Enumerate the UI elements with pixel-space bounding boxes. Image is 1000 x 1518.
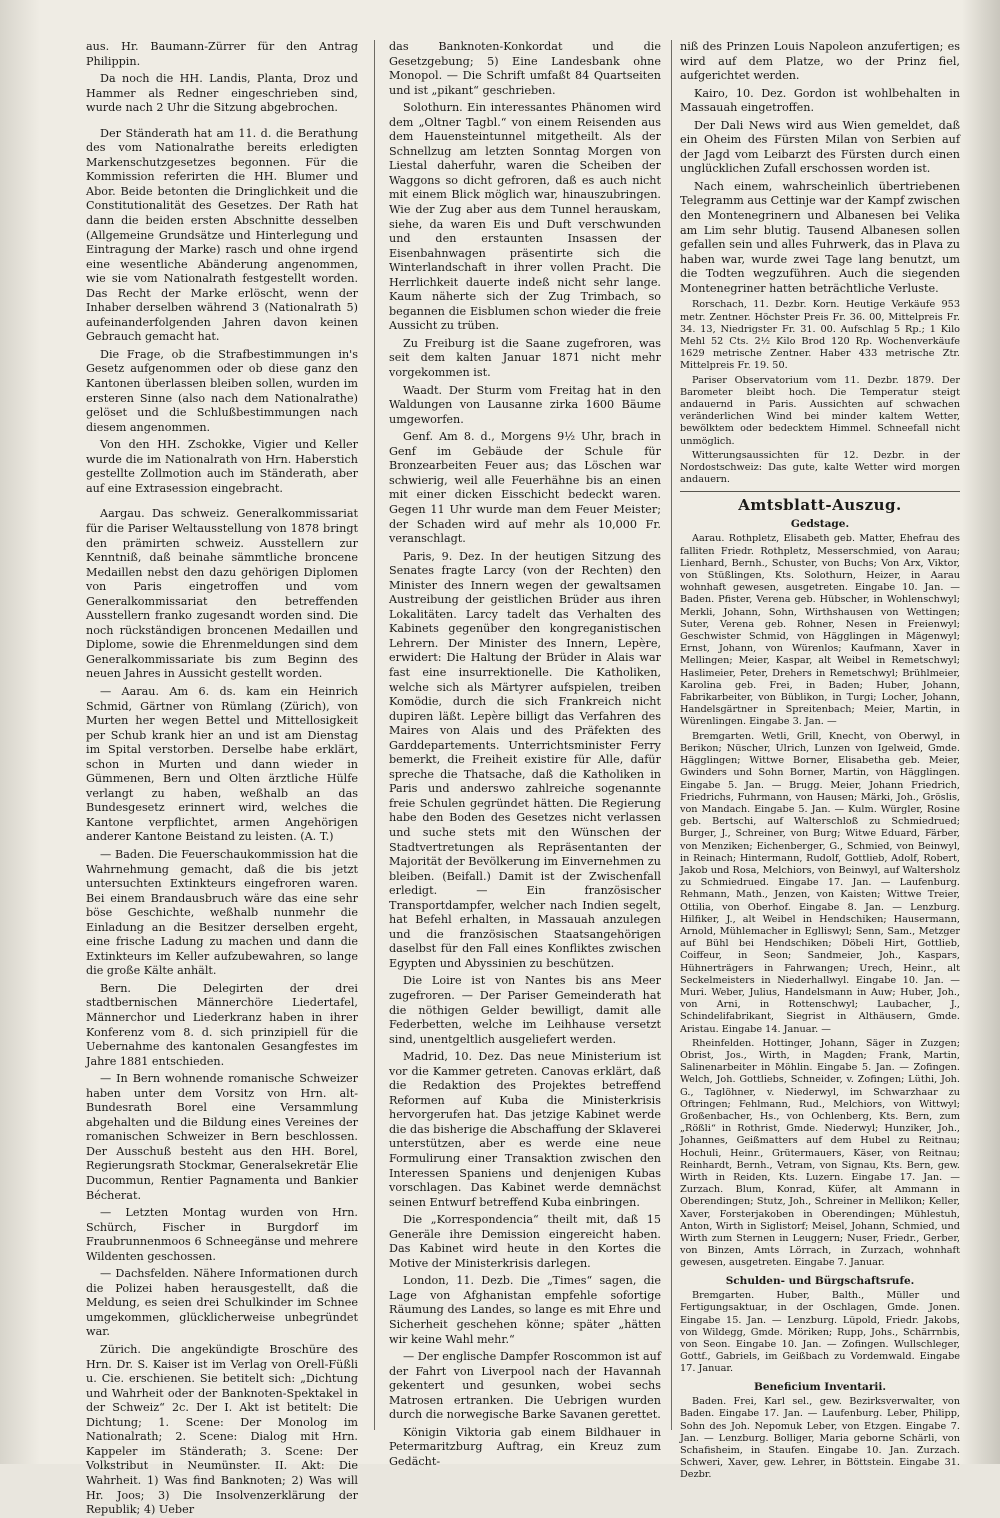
notice-paragraph: Baden. Frei, Karl sel., gew. Bezirksverwalter, von Baden. Eingabe 17. Jan. — Laufenburg. Leber, Philipp, Sohn des Joh. Nepomuk Leber, von Etzgen. Eingabe 7. Jan. — Lenzburg. Bolliger, Maria geborne Schärli, von Schafisheim, in Staufen. Eingabe 10. Jan. Zurzach. Schweri, Xaver, gew. Lehrer, in Böttstein. Eingabe 31. Dezbr.: [680, 1396, 960, 1481]
paragraph: Paris, 9. Dez. In der heutigen Sitzung des Senates fragte Larcy (von der Rechten) den Minister des Innern wegen der gewaltsamen Austreibung der geistlichen Brüder aus ihren Lokalitäten. Larcy tadelt das Verhalten des Kabinets gegenüber den kongreganistischen Lehrern. Der Minister des Innern, Lepère, erwidert: Die Haltung der Brüder in Alais war fast eine insurrektionelle. Die Katholiken, welche sich als Märtyrer aufspielen, treiben Komödie, durch die sich Frankreich nicht dupiren läßt. Lepère billigt das Verfahren des Maires von Alais und des Präfekten des Garddepartements. Unterrichtsminister Ferry bemerkt, die Freiheit existire für Alle, dafür spreche die Thatsache, daß die Katholiken in Paris und anderswo zahlreiche sogenannte freie Schulen gegründet hätten. Die Regierung habe den Boden des Gesetzes nicht verlassen und suche stets mit den Wünschen der Stadtvertretungen als Repräsentanten der Majorität der Bevölkerung im Einvernehmen zu bleiben. (Beifall.) Damit ist der Zwischenfall erledigt. — Ein französischer Transportdampfer, welcher nach Indien segelt, hat Befehl erhalten, in Massauah anzulegen und die französischen Staatsangehörigen daselbst für den Fall eines Konfliktes zwischen Egypten und Abyssinien zu beschützen.: [389, 549, 661, 970]
subsection-title: Schulden- und Bürgschaftsrufe.: [725, 1274, 915, 1287]
paragraph: Waadt. Der Sturm vom Freitag hat in den Waldungen von Lausanne zirka 1600 Bäume umgeworfen.: [389, 383, 661, 426]
inventory-notices: [680, 1396, 960, 1481]
notice-paragraph: Rheinfelden. Hottinger, Johann, Säger in Zuzgen; Obrist, Jos., Wirth, in Magden; Frank, Martin, Salinenarbeiter in Möhlin. Eingabe 5. Jan. — Zofingen. Welch, Joh. Gottliebs, Schneider, v. Zofingen; Lüthi, Joh. G., Taglöhner, v. Niederwyl, im Schwarzhaar zu Oftringen; Fehlmann, Rud., Melchiors, von Wittwyl; Großenbacher, Hs., von Ochlenberg, Kts. Bern, zum „Rößli“ in Rothrist, Gmde. Niederwyl; Hunziker, Joh., Johannes, Geißmatters auf dem Hubel zu Reitnau; Hochuli, Heinr., Grütermauers, Käser, von Reitnau; Reinhardt, Bernh., Vetram, von Signau, Kts. Bern, gew. Wirth in Reiden, Kts. Luzern. Eingabe 17. Jan. — Zurzach. Blum, Konrad, Küfer, alt Ammann in Oberendingen; Stutz, Joh., Schreiner in Mellikon; Keller, Xaver, Forsterjakoben in Oberendingen; Mühlestuh, Anton, Wirth in Siglistorf; Meisel, Johann, Schmied, und Wirth zum Sternen in Leuggern; Nuser, Friedr., Gerber, von Binzen, Amts Lörrach, in Zurzach, wohnhaft gewesen, ausgetreten. Eingabe 7. Januar.: [680, 1037, 960, 1269]
paragraph: — Dachsfelden. Nähere Informationen durch die Polizei haben herausgestellt, daß die Meldung, es seien drei Schulkinder im Schnee umgekommen, glücklicherweise unbegründet war.: [86, 1267, 358, 1339]
paragraph: aus. Hr. Baumann-Zürrer für den Antrag Philippin.: [86, 40, 358, 68]
paragraph: — Der englische Dampfer Roscommon ist auf der Fahrt von Liverpool nach der Havannah gekentert und gesunken, wobei sechs Matrosen ertranken. Die Uebrigen wurden durch die norwegische Barke Savanen gerettet.: [389, 1350, 661, 1422]
paragraph: Kairo, 10. Dez. Gordon ist wohlbehalten in Massauah eingetroffen.: [680, 86, 960, 115]
paragraph: — In Bern wohnende romanische Schweizer haben unter dem Vorsitz von Hrn. alt-Bundesrath Borel eine Versammlung abgehalten und die Bildung eines Vereines der romanischen Schweizer in Bern beschlossen. Der Ausschuß besteht aus den HH. Borel, Regierungsrath Stockmar, Generalsekretär Elie Ducommun, Rentier Pagnamenta und Bankier Bécherat.: [86, 1072, 358, 1202]
paragraph: Der Ständerath hat am 11. d. die Berathung des vom Nationalrathe bereits erledigten Markenschutzgesetzes begonnen. Für die Kommission referirten die HH. Blumer und Abor. Beide betonten die Dringlichkeit und die Constitutionalität des Gesetzes. Der Rath hat dann die beiden ersten Abschnitte desselben (Allgemeine Grundsätze und Hinterlegung und Eintragung der Marke) rasch und ohne irgend eine wesentliche Abänderung angenommen, wie sie vom Nationalrath festgestellt worden. Das Recht der Marke erlöscht, wenn der Inhaber derselben während 3 (Nationalrath 5) aufeinanderfolgenden Jahren davon keinen Gebrauch gemacht hat.: [86, 126, 358, 344]
paragraph: Madrid, 10. Dez. Das neue Ministerium ist vor die Kammer getreten. Canovas erklärt, daß die Redaktion des Projektes betreffend Reformen auf Kuba die Ministerkrisis hervorgerufen hat. Das jetzige Kabinet werde die das bisherige die Abschaffung der Sklaverei unterstützen, aber es werde eine neue Formulirung einer Transaktion zwischen den Interessen Spaniens und denjenigen Kubas vorschlagen. Das Kabinet werde demnächst seinen Entwurf betreffend Kuba einbringen.: [389, 1050, 661, 1209]
paragraph: Solothurn. Ein interessantes Phänomen wird dem „Oltner Tagbl.“ von einem Reisenden aus dem Hauensteintunnel mitgetheilt. Als der Schnellzug am letzten Sonntag Morgen von Liestal daherfuhr, waren die Scheiben der Waggons so dicht gefroren, daß es auch nicht mit einem Blick möglich war, hinauszubringen. Wie der Zug aber aus dem Tunnel herauskam, siehe, da waren Eis und Duft verschwunden und den erstaunten Insassen der Eisenbahnwagen präsentirte sich die Winterlandschaft in ihrer vollen Pracht. Die Herrlichkeit dauerte indeß nicht sehr lange. Kaum näherte sich der Zug Trimbach, so begannen die Eisblumen schon wieder die freie Aussicht zu trüben.: [389, 101, 661, 333]
paragraph: Die Frage, ob die Strafbestimmungen in's Gesetz aufgenommen oder ob diese ganz den Kantonen überlassen bleiben sollen, wurden im ersteren Sinne (also nach dem Nationalrathe) gelöset und die Schlußbestimmungen nach diesem angenommen.: [86, 347, 358, 434]
paragraph: Genf. Am 8. d., Morgens 9½ Uhr, brach in Genf im Gebäude der Schule für Bronzearbeiten Feuer aus; das Löschen war schwierig, weil alle Feuerhähne bis an einen mit einer dicken Eisschicht bedeckt waren. Gegen 11 Uhr wurde man dem Feuer Meister; der Schaden wird auf mehr als 10,000 Fr. veranschlagt.: [389, 430, 661, 546]
weather-outlook: Witterungsaussichten für 12. Dezbr. in der Nordostschweiz: Das gute, kalte Wetter wird morgen andauern.: [680, 449, 960, 486]
paragraph: Die Loire ist von Nantes bis ans Meer zugefroren. — Der Pariser Gemeinderath hat die nöthigen Gelder bewilligt, damit alle Federbetten, welche im Leihhause versetzt sind, unentgeltlich ausgeliefert werden.: [389, 974, 661, 1046]
notice-paragraph: Bremgarten. Wetli, Grill, Knecht, von Oberwyl, in Berikon; Nüscher, Ulrich, Lunzen von Igelweid, Gmde. Hägglingen; Wittwe Borner, Elisabetha geb. Meier, Gwinders und Sohn Borner, Martin, von Hägglingen. Eingabe 5. Jan. — Brugg. Meier, Johann Friedrich, Friedrichs, Fuhrmann, von Hausen; Märki, Joh., Gröslis, von Mandach. Eingabe 5. Jan. — Kulm. Würgler, Rosine geb. Bertschi, auf Walterschloß zu Schmiedrued; Burger, J., Schreiner, von Burg; Witwe Eduard, Färber, von Menziken; Eichenberger, G., Schmied, von Beinwyl, in Reinach; Hintermann, Rudolf, Gottlieb, Adolf, Robert, Jakob und Rosa, Melchiors, von Beinwyl, auf Waltersholz zu Schmiedrued. Eingabe 17. Jan. — Laufenburg. Rehmann, Math., Jenzen, von Kaisten; Wittwe Treier, Ottilia, von Oberhof. Eingabe 8. Jan. — Lenzburg. Hilfiker, J., alt Weibel in Hendschiken; Hausermann, Arnold, Mühlemacher in Eglliswyl; Senn, Sam., Metzger auf Bühl bei Hendschiken; Döbeli Hirt, Gottlieb, Coiffeur, in Seon; Sandmeier, Joh., Kaspars, Hühnerträgers in Fahrwangen; Urech, Heinr., alt Seckelmeisters in Niederhallwyl. Eingabe 10. Jan. — Muri. Weber, Julius, Handelsmann in Auw; Huber, Joh., von Arni, in Rottenschwyl; Laubacher, J., Schindelifabrikant, Siegrist in Althäusern, Gmde. Aristau. Eingabe 14. Januar. —: [680, 730, 960, 1035]
column-right: [680, 40, 960, 1481]
paragraph: Königin Viktoria gab einem Bildhauer in Petermaritzburg Auftrag, ein Kreuz zum Gedächt-: [389, 1425, 661, 1468]
weather-report: Pariser Observatorium vom 11. Dezbr. 1879. Der Barometer bleibt hoch. Die Temperatur steigt andauernd in Paris. Aussichten auf schwachen veränderlichen Wind bei minder kaltem Wetter, bewölktem oder bedecktem Himmel. Schneefall nicht unmöglich.: [680, 374, 960, 447]
section-divider: [680, 491, 960, 492]
paragraph: niß des Prinzen Louis Napoleon anzufertigen; es wird auf dem Platze, wo der Prinz fiel, aufgerichtet werden.: [680, 40, 960, 83]
paragraph: Die „Korrespondencia“ theilt mit, daß 15 Generäle ihre Demission eingereicht haben. Das Kabinet wird heute in den Kortes die Motive der Ministerkrisis darlegen.: [389, 1213, 661, 1270]
notice-paragraph: Aarau. Rothpletz, Elisabeth geb. Matter, Ehefrau des falliten Friedr. Rothpletz, Messerschmied, von Aarau; Lienhard, Bernh., Schuster, von Buchs; Von Arx, Viktor, von Stüßlingen, Kts. Solothurn, Heizer, in Aarau wohnhaft gewesen, ausgetreten. Eingabe 10. Jan. — Baden. Pfister, Verena geb. Hübscher, in Wohlenschwyl; Merkli, Johann, Sohn, Wirthshausen von Wettingen; Suter, Verena geb. Rohner, Nesen in Freienwyl; Geschwister Schmid, von Hägglingen in Mägenwyl; Ernst, Johann, von Würenlos; Kaufmann, Xaver in Mellingen; Meier, Kaspar, alt Weibel in Remetschwyl; Haslimeier, Peter, Drehers in Remetschwyl; Brühlmeier, Karolina geb. Frei, in Baden; Huber, Johann, Fabrikarbeiter, von Büblikon, in Turgi; Locher, Johann, Handelsgärtner in Spreitenbach; Meier, Martin, in Würenlingen. Eingabe 3. Jan. —: [680, 533, 960, 728]
column-rule: [671, 40, 672, 1430]
paragraph: Aargau. Das schweiz. Generalkommissariat für die Pariser Weltausstellung von 1878 bringt den prämirten schweiz. Ausstellern zur Kenntniß, daß beinahe sämmtliche broncene Medaillen nebst den dazu gehörigen Diplomen von Paris eingetroffen und vom Generalkommissariat den betreffenden Ausstellern franko zugesandt worden sind. Die noch rückständigen broncenen Medaillen und Diplome, sowie die Ehrenmeldungen sind dem Generalkommissariate bis zum Beginn des neuen Jahres in Aussicht gestellt worden.: [86, 507, 358, 681]
section-title: Amtsblatt-Auszug.: [738, 496, 902, 515]
column-left: [86, 40, 358, 1517]
paragraph: — Letzten Montag wurden von Hrn. Schürch, Fischer in Burgdorf im Fraubrunnenmoos 6 Schneegänse und mehrere Wildenten geschossen.: [86, 1206, 358, 1263]
paragraph: Von den HH. Zschokke, Vigier und Keller wurde die im Nationalrath von Hrn. Haberstich gestellte Zollmotion auch im Ständerath, aber auf eine Extrasession eingebracht.: [86, 438, 358, 495]
column-middle: [389, 40, 661, 1468]
paragraph: Da noch die HH. Landis, Planta, Droz und Hammer als Redner eingeschrieben sind, wurde nach 2 Uhr die Sitzung abgebrochen.: [86, 72, 358, 115]
market-report: Rorschach, 11. Dezbr. Korn. Heutige Verkäufe 953 metr. Zentner. Höchster Preis Fr. 36. 00, Mittelpreis Fr. 34. 13, Niedrigster Fr. 31. 00. Aufschlag 5 Rp.; 1 Kilo Mehl 52 Cts. 2½ Kilo Brod 120 Rp. Wochenverkäufe 1629 metrische Zentner. Haber 433 metrische Ztr. Mittelpreis Fr. 19. 50.: [680, 299, 960, 372]
paragraph: — Baden. Die Feuerschaukommission hat die Wahrnehmung gemacht, daß die bis jetzt untersuchten Extinkteurs eingefroren waren. Bei einem Brandausbruch wäre das eine sehr böse Geschichte, weßhalb nunmehr die Einladung an die Besitzer derselben ergeht, eine frische Ladung zu machen und dann die Extinkteurs im Keller aufzubewahren, so lange die große Kälte anhält.: [86, 847, 358, 978]
subsection-title: Gedstage.: [790, 517, 850, 530]
debt-notices: [680, 1290, 960, 1375]
paragraph: Der Dali News wird aus Wien gemeldet, daß ein Oheim des Fürsten Milan von Serbien auf der Jagd vom Leibarzt des Fürsten durch einen unglücklichen Zufall erschossen worden ist.: [680, 118, 960, 176]
official-notices: [680, 533, 960, 1269]
column-rule: [374, 40, 375, 1430]
market-weather-block: [680, 299, 960, 486]
page-right-edge: [962, 0, 1000, 1464]
notice-paragraph: Bremgarten. Huber, Balth., Müller und Fertigungsaktuar, in der Oschlagen, Gmde. Jonen. Eingabe 15. Jan. — Lenzburg. Lüpold, Friedr. Jakobs, von Wildegg, Gmde. Möriken; Rupp, Johs., Schärrnbis, von Seon. Eingabe 10. Jan. — Zofingen. Wullschleger, Gottf., Gabriels, im Geißbach zu Vordemwald. Eingabe 17. Januar.: [680, 1290, 960, 1375]
paragraph: Zu Freiburg ist die Saane zugefroren, was seit dem kalten Januar 1871 nicht mehr vorgekommen ist.: [389, 336, 661, 380]
paragraph: Zürich. Die angekündigte Broschüre des Hrn. Dr. S. Kaiser ist im Verlag von Orell-Füßli u. Cie. erschienen. Sie betitelt sich: „Dichtung und Wahrheit oder der Banknoten-Spektakel in der Schweiz“ 2c. Der I. Akt ist betitelt: Die Dichtung; 1. Scene: Der Monolog im Nationalrath; 2. Scene: Dialog mit Hrn. Kappeler im Ständerath; 3. Scene: Der Volkstribut in Neumünster. II. Akt: Die Wahrheit. 1) Was find Banknoten; 2) Was will Hr. Joos; 3) Die Insolvenzerklärung der Republik; 4) Ueber: [86, 1343, 358, 1517]
paragraph: Nach einem, wahrscheinlich übertriebenen Telegramm aus Cettinje war der Kampf zwischen den Montenegrinern und Albanesen bei Velika am Lim sehr blutig. Tausend Albanesen sollen gefallen sein und alles Fuhrwerk, das in Plava zu haben war, wurde zwei Tage lang benutzt, um die Todten wegzuführen. Auch die siegenden Montenegriner hatten beträchtliche Verluste.: [680, 179, 960, 295]
paragraph: — Aarau. Am 6. ds. kam ein Heinrich Schmid, Gärtner von Rümlang (Zürich), von Murten her wegen Bettel und Mittellosigkeit per Schub krank hier an und ist am Dienstag im Spital verstorben. Derselbe habe erklärt, schon in Murten und dann wieder in Gümmenen, Bern und Olten ärztliche Hülfe verlangt zu haben, weßhalb an das Bundesgesetz erinnert wird, welches die Kantone verpflichtet, armen Angehörigen anderer Kantone Beistand zu leisten. (A. T.): [86, 684, 358, 844]
paragraph: London, 11. Dezb. Die „Times“ sagen, die Lage von Afghanistan empfehle sofortige Räumung des Landes, so lange es mit Ehre und Sicherheit geschehen könne; später „hätten wir keine Wahl mehr.“: [389, 1274, 661, 1346]
paragraph: das Banknoten-Konkordat und die Gesetzgebung; 5) Eine Landesbank ohne Monopol. — Die Schrift umfaßt 84 Quartseiten und ist „pikant“ geschrieben.: [389, 40, 661, 97]
paragraph: Bern. Die Delegirten der drei stadtbernischen Männerchöre Liedertafel, Männerchor und Liederkranz haben in ihrer Konferenz vom 8. d. sich prinzipiell für die Uebernahme des kantonalen Gesangfestes im Jahre 1881 entschieden.: [86, 981, 358, 1068]
page-left-margin: [0, 0, 40, 1464]
subsection-title: Beneficium Inventarii.: [753, 1380, 887, 1393]
